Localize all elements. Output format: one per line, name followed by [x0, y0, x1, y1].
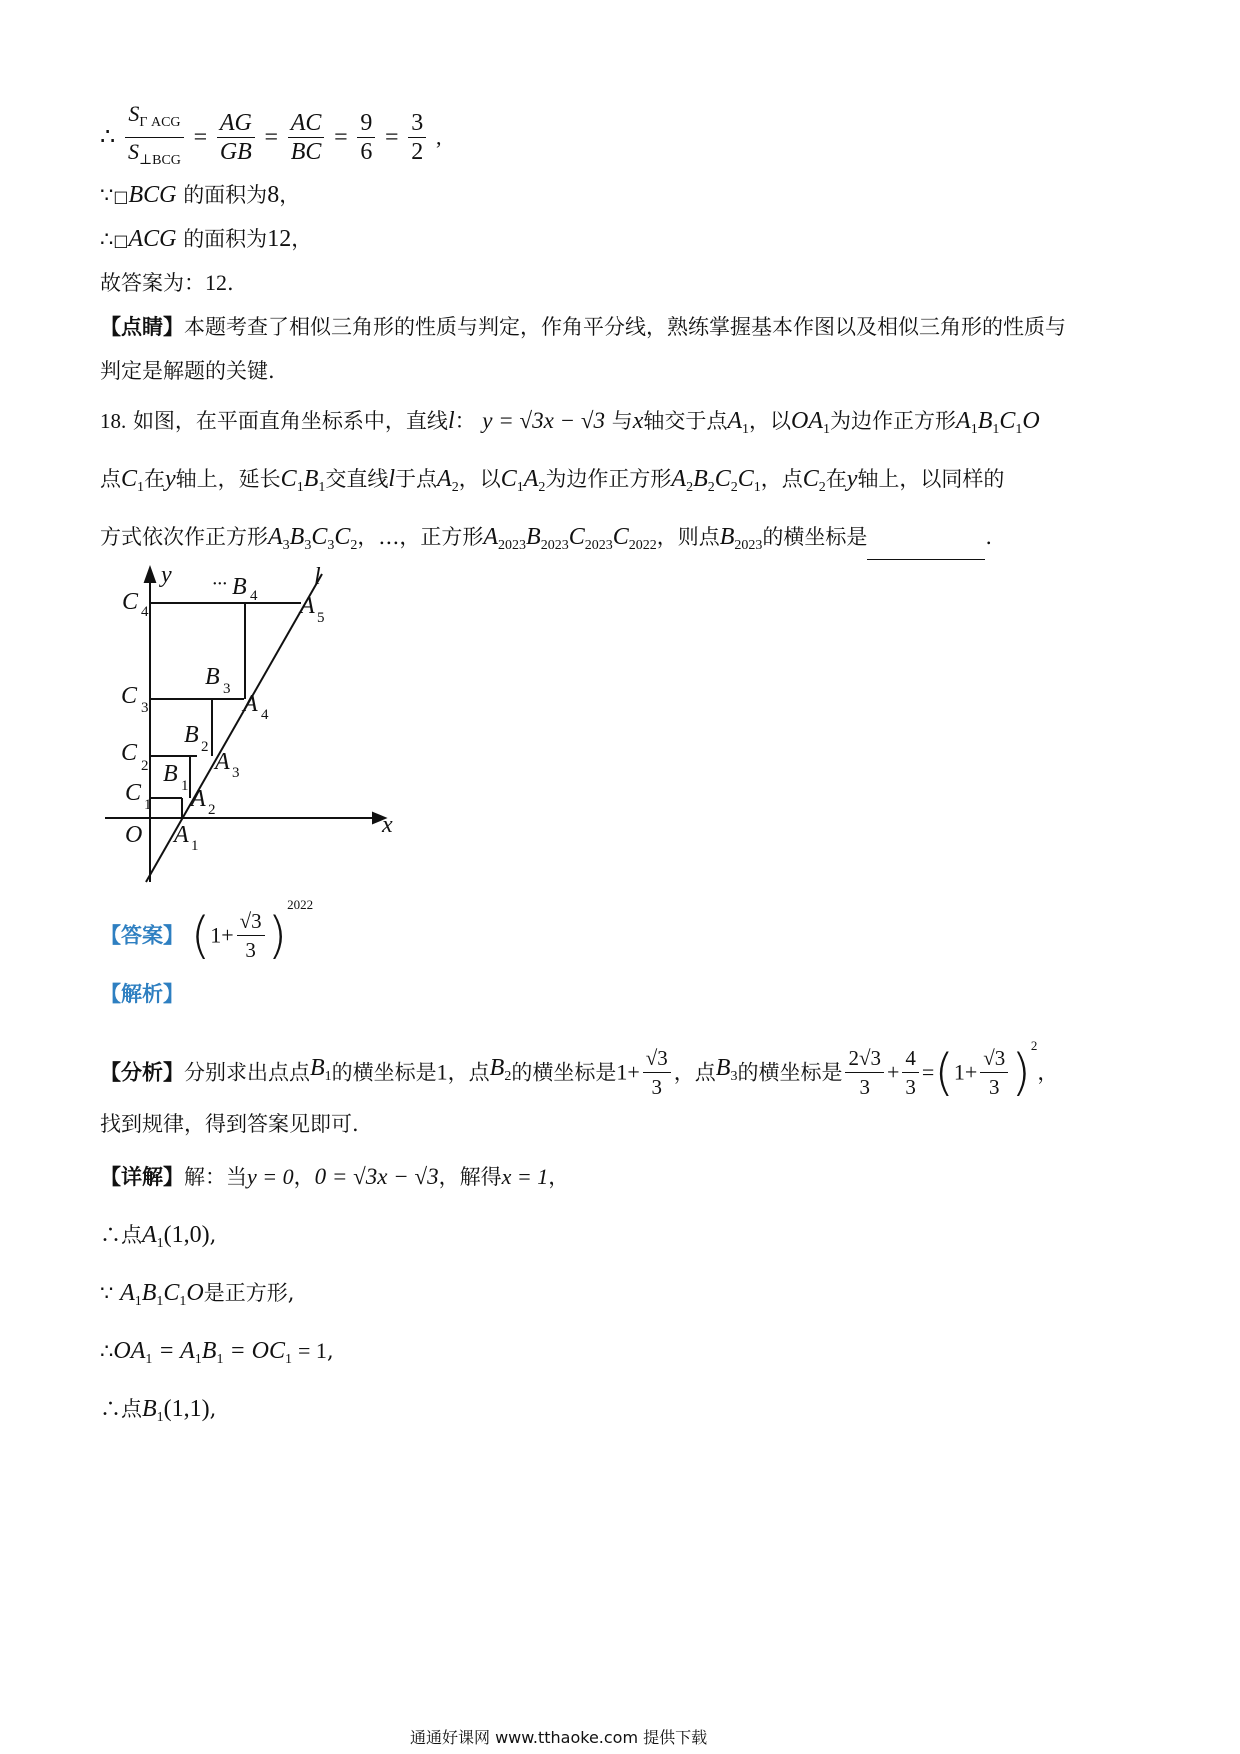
- svg-text:1: 1: [181, 778, 189, 794]
- ellipsis-label: ···: [212, 573, 227, 595]
- label-C3: C: [121, 683, 138, 709]
- dianjing-line-2: 判定是解题的关键.: [100, 359, 275, 383]
- svg-text:2: 2: [208, 802, 216, 818]
- svg-text:2: 2: [141, 758, 149, 774]
- answer-tag: 【答案】: [100, 922, 184, 948]
- svg-text:3: 3: [141, 700, 149, 716]
- fenxi-line-2: 找到规律，得到答案见即可.: [100, 1112, 359, 1136]
- svg-text:1: 1: [144, 797, 152, 813]
- label-A4: A: [243, 691, 258, 717]
- answer-fraction: $\frac{√3}{3}$: [237, 907, 265, 964]
- svg-text:4: 4: [250, 588, 258, 604]
- answer-12-line: 故答案为：12.: [100, 270, 234, 295]
- svg-text:3: 3: [232, 765, 240, 781]
- step-lengths: $\therefore OA_1 = A_1B_1 = OC_1 = 1$,: [100, 1338, 334, 1367]
- question-18-line-1: 18. 如图，在平面直角坐标系中，直线l： y = √3x − √3 与x轴交于点$A_1$，以$OA_1$为边作正方形$A_1B_1C_1O$: [100, 408, 1040, 437]
- y-axis-label: y: [161, 562, 172, 588]
- y-axis-arrow: [145, 568, 155, 582]
- svg-text:4: 4: [141, 604, 149, 620]
- label-C4: C: [122, 589, 139, 615]
- label-A1: A: [174, 822, 189, 848]
- dianjing-line-1: 【点睛】本题考查了相似三角形的性质与判定，作角平分线，熟练掌握基本作图以及相似三角形的性质与: [100, 314, 1066, 339]
- question-number: 18.: [100, 409, 127, 433]
- line-equation: y = √3x − √3: [482, 408, 606, 433]
- ac-bc-fraction: $\frac{AC}{BC}$: [288, 109, 325, 166]
- xiangjie-line: 【详解】解：当y = 0，0 = √3x − √3，解得x = 1，: [100, 1164, 570, 1189]
- label-B4: B: [232, 574, 247, 600]
- fenxi-line-1: 【分析】分别求出点点$B_1$的横坐标是1，点$B_2$的横坐标是1+ $\frac{√3}{3}$ ，点$B_3$的横坐标是 $\frac{2√3}{3}$ + $\frac{4}{3}$ =(1+ $\frac{√3}{3}$ )$^2$，: [100, 1038, 1059, 1102]
- line-l: [146, 574, 322, 882]
- x-axis-label: x: [382, 812, 393, 838]
- label-A5: A: [300, 593, 315, 619]
- svg-text:1: 1: [191, 838, 199, 854]
- xiangjie-tag: 【详解】: [100, 1164, 184, 1189]
- line-l-label: l: [314, 564, 321, 590]
- svg-text:2: 2: [201, 739, 209, 755]
- label-C1: C: [125, 780, 142, 806]
- area-ratio-fraction: $\frac{S_{\Gamma ACG}}{S_{\perp BCG}}$: [125, 100, 184, 175]
- fenxi-tag: 【分析】: [100, 1059, 184, 1085]
- jiexi-line: [100, 980, 184, 1008]
- dianjing-tag: 【点睛】: [100, 314, 184, 339]
- answer-line: 【答案】 (1+ $\frac{√3}{3}$ )$^{2022}$: [100, 897, 314, 965]
- ratio-line: ∴ $\frac{S_{\Gamma ACG}}{S_{\perp BCG}}$ = $\frac{AG}{GB}$ = $\frac{AC}{BC}$ = $\frac{9}{6}$ = $\frac{3}{2}$ ,: [100, 100, 441, 175]
- svg-text:5: 5: [317, 610, 325, 626]
- label-A2: A: [191, 786, 206, 812]
- bcg-area-line: ∵□BCG 的面积为8，: [100, 182, 301, 208]
- label-C2: C: [121, 740, 138, 766]
- nine-six-fraction: $\frac{9}{6}$: [357, 109, 375, 166]
- footer-credit: 通通好课网 www.tthaoke.com 提供下载: [410, 1728, 708, 1747]
- svg-text:3: 3: [223, 681, 231, 697]
- step-b1: ∴点$B_1(1,1)$,: [100, 1396, 217, 1425]
- therefore-symbol: ∴: [100, 124, 116, 151]
- question-18-line-3: 方式依次作正方形$A_3B_3C_3C_2$，…，正方形$A_{2023}B_{2023}C_{2023}C_{2022}$，则点$B_{2023}$的横坐标是 .: [100, 523, 992, 560]
- label-A3: A: [215, 749, 230, 775]
- three-two-fraction: $\frac{3}{2}$: [408, 109, 426, 166]
- acg-area-line: ∴□ACG 的面积为12，: [100, 226, 313, 252]
- question-18-line-2: 点$C_1$在y轴上，延长$C_1B_1$交直线l于点$A_2$，以$C_1A_2$为边作正方形$A_2B_2C_2C_1$，点$C_2$在y轴上，以同样的: [100, 466, 1005, 495]
- step-a1: ∴点$A_1(1,0)$,: [100, 1222, 217, 1251]
- svg-text:4: 4: [261, 707, 269, 723]
- answer-exponent: 2022: [287, 897, 314, 912]
- step-square: ∵ $A_1B_1C_1O$是正方形,: [100, 1280, 295, 1309]
- answer-blank[interactable]: [867, 537, 985, 560]
- origin-label: O: [125, 822, 143, 848]
- coordinate-figure: [95, 560, 415, 890]
- jiexi-tag: 【解析】: [100, 981, 184, 1006]
- label-B1: B: [163, 761, 178, 787]
- ag-gb-fraction: $\frac{AG}{GB}$: [217, 109, 255, 166]
- label-B3: B: [205, 664, 220, 690]
- label-B2: B: [184, 722, 199, 748]
